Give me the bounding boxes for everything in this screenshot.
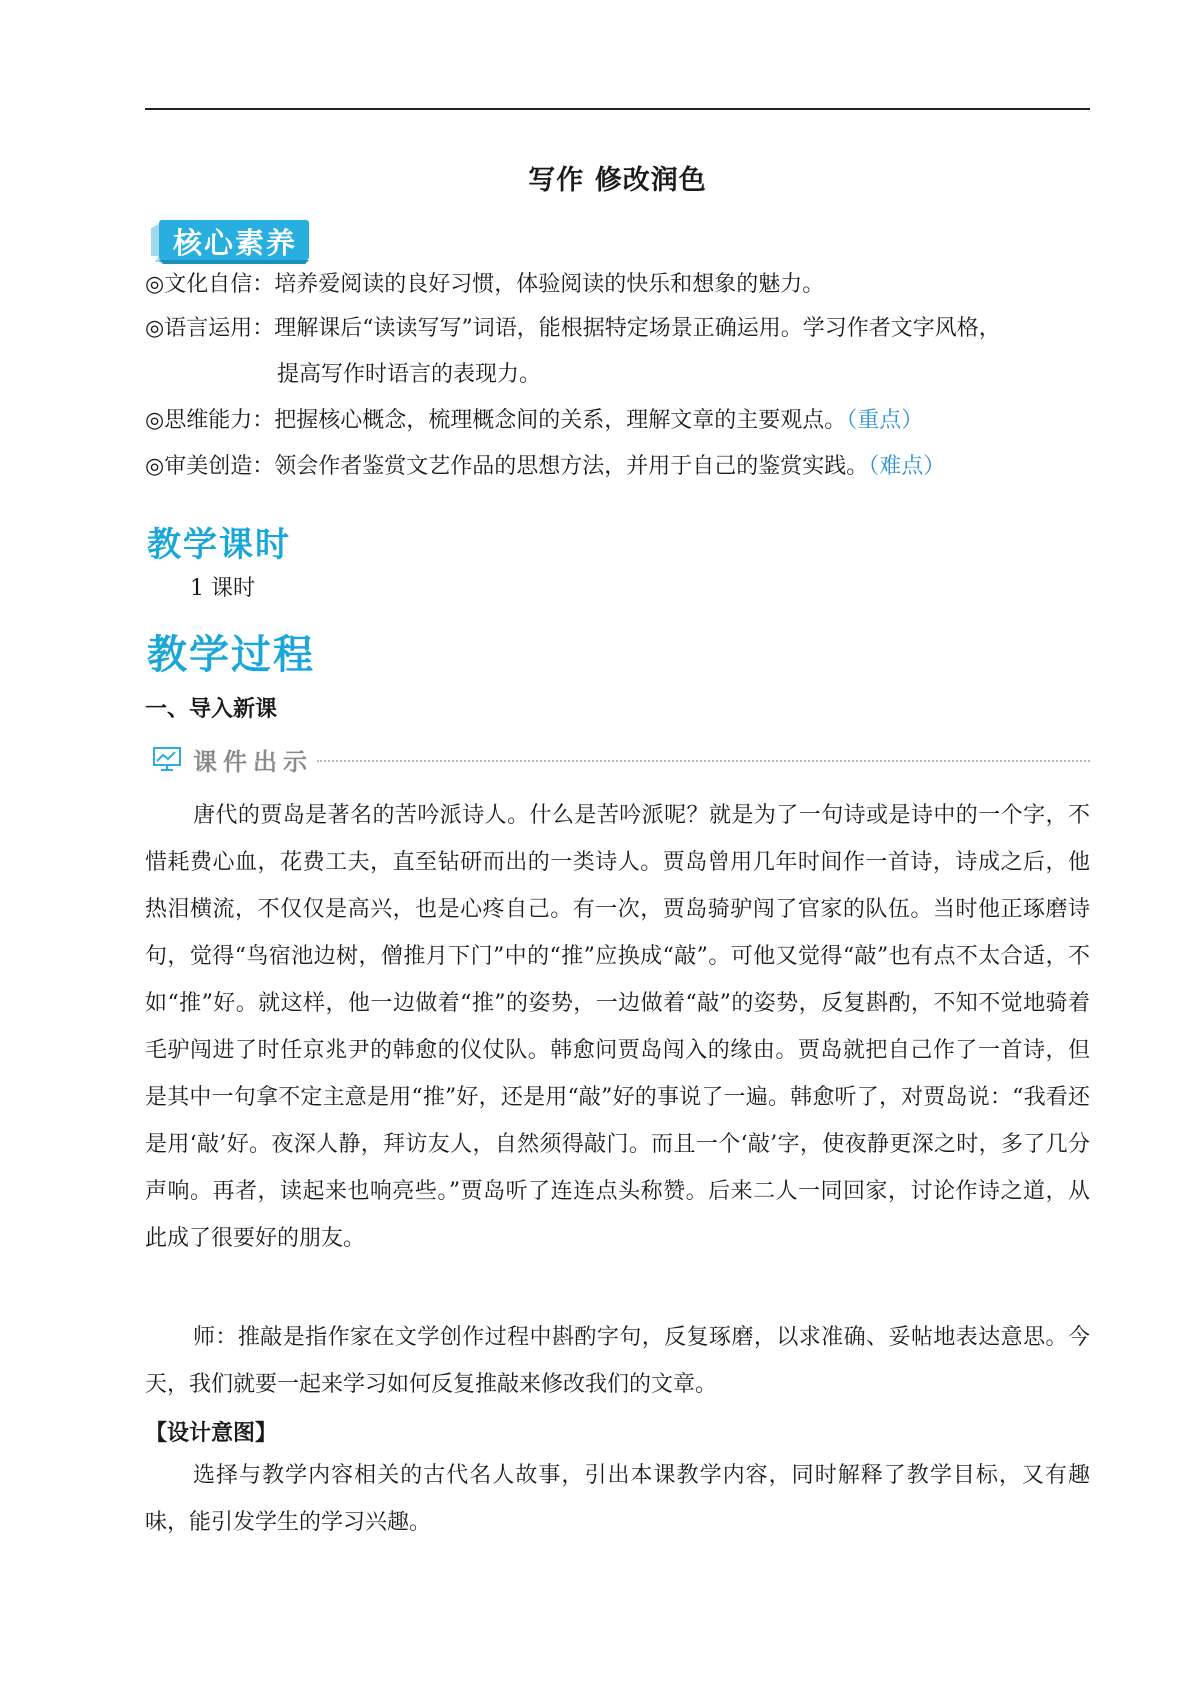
core-item-language-cont [277, 358, 541, 392]
dotted-divider [317, 760, 1090, 762]
core-item-text: 把握核心概念，梳理概念间的关系，理解文章的主要观点。 [274, 408, 847, 433]
presentation-icon [153, 747, 181, 771]
teacher-paragraph: 师：推敲是指作家在文学创作过程中斟酌字句，反复琢磨，以求准确、妥帖地表达意思。今天，我们就要一起来学习如何反复推敲来修改我们的文章。 [145, 1325, 1090, 1397]
core-item-text: 领会作者鉴赏文艺作品的思想方法，并用于自己的鉴赏实践。 [274, 454, 869, 479]
teaching-hours-heading: 教学课时 [147, 525, 291, 565]
teaching-process-heading: 教学过程 [147, 632, 315, 678]
design-intent-label: 【设计意图】 [145, 1421, 278, 1446]
page-title: 写作 修改润色 [528, 165, 707, 196]
core-item-label: ◎思维能力： [145, 408, 275, 433]
core-item-text: 培养爱阅读的良好习惯，体验阅读的快乐和想象的魅力。 [274, 272, 825, 297]
core-competency-badge [145, 218, 313, 264]
core-item-label: ◎语言运用： [145, 316, 275, 341]
top-rule [145, 108, 1090, 110]
courseware-label: 课件出示 [193, 748, 313, 776]
core-item-label: ◎审美创造： [145, 454, 275, 479]
story-paragraph: 唐代的贾岛是著名的苦吟派诗人。什么是苦吟派呢？就是为了一句诗或是诗中的一个字，不惜耗费心血，花费工夫，直至钻研而出的一类诗人。贾岛曾用几年时间作一首诗，诗成之后，他热泪横流，不仅仅是高兴，也是心疼自己。有一次，贾岛骑驴闯了官家的队伍。当时他正琢磨诗句，觉得“鸟宿池边树，僧推月下门”中的“推”应换成“敲”。可他又觉得“敲”也有点不太合适，不如“推”好。就这样，他一边做着“推”的姿势，一边做着“敲”的姿势，反复斟酌，不知不觉地骑着毛驴闯进了时任京兆尹的韩愈的仪仗队。韩愈问贾岛闯入的缘由。贾岛就把自己作了一首诗，但是其中一句拿不定主意是用“推”好，还是用“敲”好的事说了一遍。韩愈听了，对贾岛说：“我看还是用‘敲’好。夜深人静，拜访友人，自然须得敲门。而且一个‘敲’字，使夜静更深之时，多了几分声响。再者，读起来也响亮些。”贾岛听了连连点头称赞。后来二人一同回家，讨论作诗之道，从此成了很要好的朋友。 [145, 803, 1090, 1251]
core-item-thinking [145, 404, 923, 438]
core-item-text: 理解课后“读读写写”词语，能根据特定场景正确运用。学习作者文字风格， [274, 316, 1001, 341]
document-page [145, 0, 1090, 1697]
core-item-language [145, 312, 1001, 346]
badge-label: 核心素养 [172, 226, 297, 260]
key-point-tag: （重点） [846, 408, 924, 433]
design-intent-text: 选择与教学内容相关的古代名人故事，引出本课教学内容，同时解释了教学目标，又有趣味，能引发学生的学习兴趣。 [145, 1463, 1090, 1535]
difficult-point-tag: （难点） [868, 454, 946, 479]
step-heading-intro: 一、导入新课 [145, 697, 278, 722]
courseware-banner [145, 742, 1090, 776]
core-item-aesthetic [145, 450, 945, 484]
core-item-label: ◎文化自信： [145, 272, 275, 297]
core-item-culture [145, 268, 824, 302]
core-item-text: 提高写作时语言的表现力。 [277, 362, 542, 387]
teaching-hours-value: 1 课时 [190, 576, 255, 601]
